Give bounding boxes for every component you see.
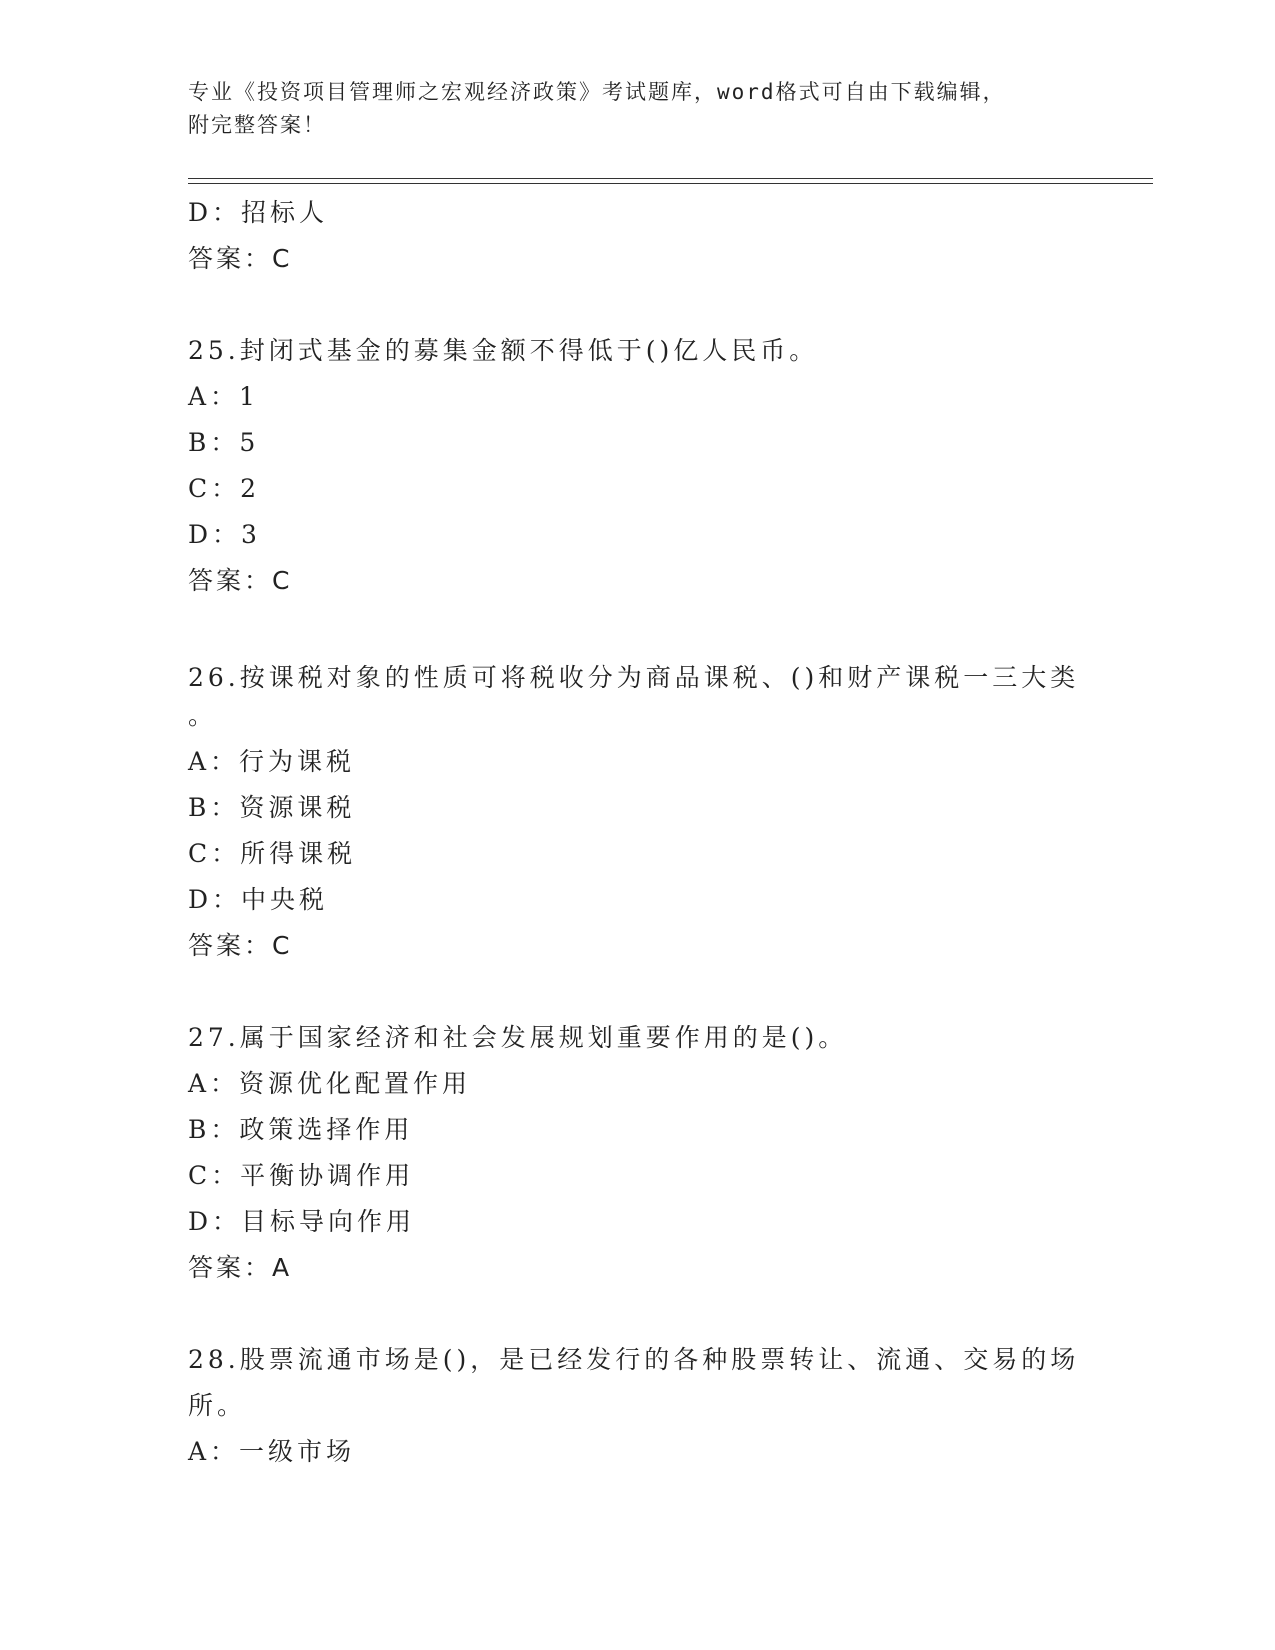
question-list: [188, 190, 1088, 1475]
document-header: [188, 76, 1088, 142]
question-27: [188, 1015, 1088, 1291]
answer: 答案：C: [188, 566, 293, 595]
option-c: C：平衡协调作用: [188, 1161, 415, 1190]
header-line-1: 专业《投资项目管理师之宏观经济政策》考试题库，word格式可自由下载编辑，: [188, 80, 1006, 104]
prev-option-d: D：招标人: [188, 198, 329, 227]
question-title-line-2: 。: [188, 701, 218, 730]
question-title-line-1: 26.按课税对象的性质可将税收分为商品课税、()和财产课税一三大类: [188, 663, 1080, 692]
spacer: [188, 604, 1088, 650]
answer: 答案：C: [188, 931, 293, 960]
question-title: 27.属于国家经济和社会发展规划重要作用的是()。: [188, 1023, 848, 1052]
question-title: 25.封闭式基金的募集金额不得低于()亿人民币。: [188, 336, 819, 365]
option-d: D：3: [188, 520, 261, 549]
question-title-line-2: 所。: [188, 1391, 247, 1420]
spacer: [188, 282, 1088, 328]
option-b: B：政策选择作用: [188, 1115, 414, 1144]
spacer: [188, 969, 1088, 1015]
option-a: A：一级市场: [188, 1437, 356, 1466]
question-25: [188, 328, 1088, 604]
option-b: B：资源课税: [188, 793, 356, 822]
question-28: [188, 1337, 1088, 1475]
prev-answer: 答案：C: [188, 244, 293, 273]
option-c: C：所得课税: [188, 839, 357, 868]
question-title-line-1: 28.股票流通市场是()，是已经发行的各种股票转让、流通、交易的场: [188, 1345, 1080, 1374]
option-c: C：2: [188, 474, 261, 503]
spacer: [188, 1291, 1088, 1337]
header-line-2: 附完整答案！: [188, 113, 326, 137]
option-a: A：资源优化配置作用: [188, 1069, 472, 1098]
option-a: A：1: [188, 382, 259, 411]
header-divider-bottom: [188, 183, 1153, 184]
option-d: D：中央税: [188, 885, 329, 914]
option-a: A：行为课税: [188, 747, 356, 776]
option-d: D：目标导向作用: [188, 1207, 416, 1236]
header-divider-top: [188, 178, 1153, 179]
question-26: [188, 655, 1088, 969]
option-b: B：5: [188, 428, 260, 457]
answer: 答案：A: [188, 1253, 293, 1282]
